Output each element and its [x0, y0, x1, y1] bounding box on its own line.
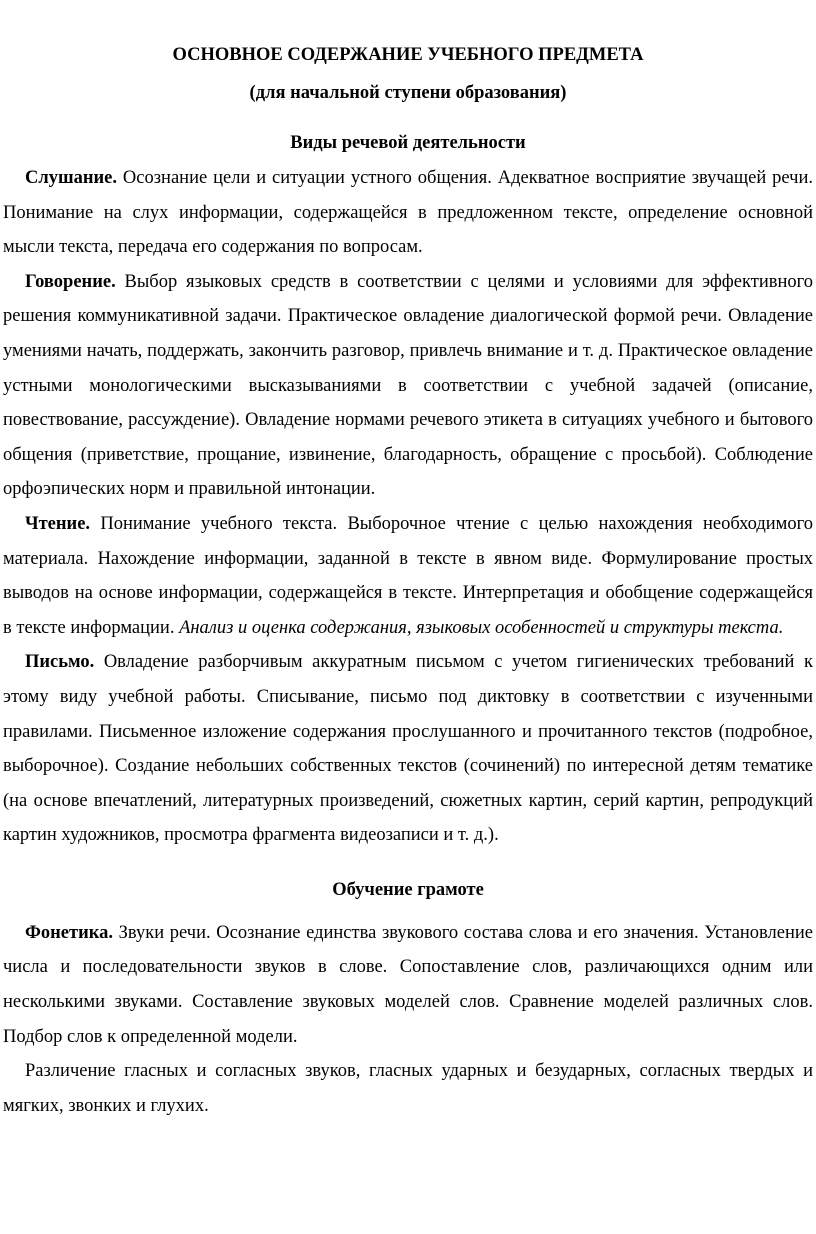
- text-listening: Осознание цели и ситуации устного общения. Адекватное восприятие звучащей речи. Понимание на слух информации, содержащейся в предложенном тексте, определение основной мысли текста, передача его содержания по вопросам.: [3, 168, 813, 258]
- lead-speaking: Говорение.: [25, 271, 116, 292]
- paragraph-reading: [3, 507, 813, 645]
- lead-phonetics: Фонетика.: [25, 922, 114, 943]
- lead-writing: Письмо.: [25, 652, 95, 673]
- text-phonetics: Звуки речи. Осознание единства звукового состава слова и его значения. Установление числа и последовательности звуков в слове. Сопоставление слов, различающихся одним или несколькими звуками. Составление звуковых моделей слов. Сравнение моделей различных слов. Подбор слов к определенной модели.: [3, 922, 813, 1047]
- lead-listening: Слушание.: [25, 168, 118, 188]
- text-speaking: Выбор языковых средств в соответствии с целями и условиями для эффективного решения коммуникативной задачи. Практическое овладение диалогической формой речи. Овладение умениями начать, поддержать, закончить разговор, привлечь внимание и т. д. Практическое овладение устными монологическими высказываниями в соответствии с учебной задачей (описание, повествование, рассуждение). Овладение нормами речевого этикета в ситуациях учебного и бытового общения (приветствие, прощание, извинение, благодарность, обращение с просьбой). Соблюдение орфоэпических норм и правильной интонации.: [3, 271, 813, 500]
- paragraph-listening: [3, 161, 813, 265]
- text-writing: Овладение разборчивым аккуратным письмом с учетом гигиенических требований к этому виду учебной работы. Списывание, письмо под диктовку в соответствии с изученными правилами. Письменное изложение содержания прослушанного и прочитанного текстов (подробное, выборочное). Создание небольших собственных текстов (сочинений) по интересной детям тематике (на основе впечатлений, литературных произведений, сюжетных картин, серий картин, репродукций картин художников, просмотра фрагмента видеозаписи и т. д.).: [3, 652, 813, 846]
- paragraph-phonetics: [3, 916, 813, 1054]
- document-title: ОСНОВНОЕ СОДЕРЖАНИЕ УЧЕБНОГО ПРЕДМЕТА: [172, 45, 644, 65]
- section-heading-speech-activities: Виды речевой деятельности: [290, 133, 526, 153]
- lead-reading: Чтение.: [25, 513, 91, 534]
- text-reading: Понимание учебного текста. Выборочное чтение с целью нахождения необходимого материала. Нахождение информации, заданной в тексте в явном виде. Формулирование простых выводов на основе информации, содержащейся в тексте. Интерпретация и обобщение содержащейся в тексте информации.: [3, 513, 813, 638]
- section-heading-literacy: Обучение грамоте: [332, 879, 484, 900]
- paragraph-writing: [3, 645, 813, 853]
- paragraph-sound-distinction: [3, 1054, 813, 1123]
- text-sound-distinction: Различение гласных и согласных звуков, гласных ударных и безударных, согласных твердых и мягких, звонких и глухих.: [3, 1061, 813, 1116]
- paragraph-speaking: [3, 265, 813, 507]
- text-reading-italic: Анализ и оценка содержания, языковых особенностей и структуры текста.: [179, 617, 784, 638]
- document-subtitle: (для начальной ступени образования): [249, 83, 567, 103]
